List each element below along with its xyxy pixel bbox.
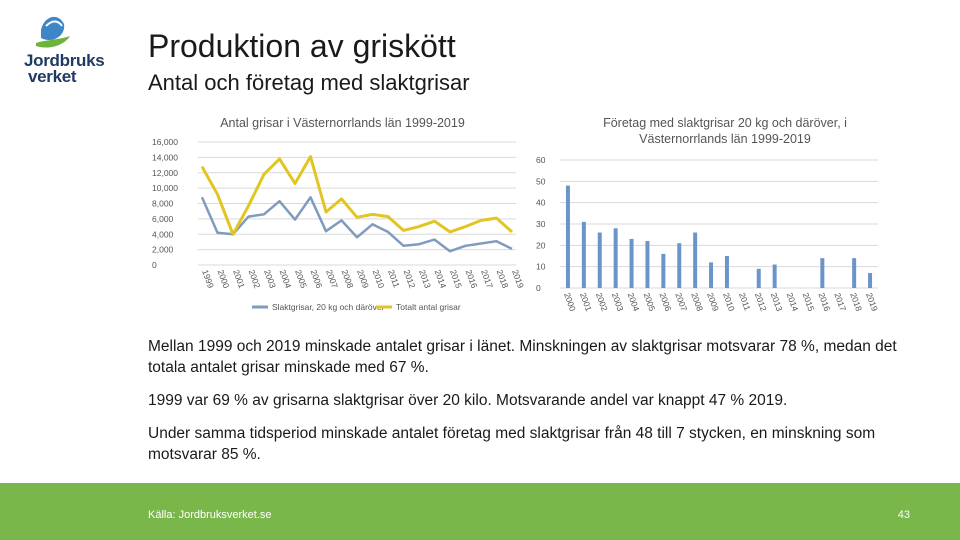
bar-chart-x-tick-label: 2011 <box>736 291 753 312</box>
line-chart-x-tick-label: 2009 <box>355 268 371 290</box>
line-chart-x-tick-label: 2004 <box>277 268 294 290</box>
line-chart-x-tick-label: 1999 <box>200 268 216 290</box>
bar-chart-x-tick-label: 2007 <box>673 291 690 313</box>
line-chart-title: Antal grisar i Västernorrlands län 1999-2019 <box>220 116 465 130</box>
bar-chart-x-tick-label: 2010 <box>721 291 737 313</box>
bar-chart-y-tick-label: 60 <box>536 155 546 165</box>
line-chart-x-tick-label: 2001 <box>231 268 247 290</box>
page-number: 43 <box>897 509 910 521</box>
body-paragraph-2: 1999 var 69 % av grisarna slaktgrisar över 20 kilo. Motsvarande andel var knappt 47 % 2019. <box>148 392 788 409</box>
bar-chart-y-tick-label: 20 <box>536 240 546 251</box>
bar-chart-x-tick-label: 2000 <box>562 291 578 313</box>
bar-chart-y-tick-label: 0 <box>536 283 541 293</box>
bar-2010 <box>725 256 729 288</box>
bar-2004 <box>630 239 634 288</box>
legend-label-totalt: Totalt antal grisar <box>396 302 461 312</box>
bar-chart <box>530 150 890 320</box>
line-chart-x-tick-label: 2012 <box>401 268 418 290</box>
bar-chart-x-tick-label: 2004 <box>625 291 642 313</box>
bar-chart-x-tick-label: 2014 <box>784 291 801 313</box>
logo-text-line2: verket <box>28 67 77 86</box>
bar-chart-x-ticks <box>562 291 880 312</box>
bar-chart-x-tick-label: 2015 <box>800 291 817 313</box>
bar-2003 <box>614 228 618 288</box>
line-chart-x-tick-label: 2000 <box>215 268 232 290</box>
bar-chart-x-tick-label: 2013 <box>768 291 785 313</box>
line-chart-x-tick-label: 2010 <box>370 268 387 290</box>
bar-chart-x-tick-label: 2018 <box>848 291 865 313</box>
line-chart-legend <box>252 302 461 312</box>
line-chart-y-tick-label: 6,000 <box>152 213 174 224</box>
bar-2012 <box>757 269 761 288</box>
line-chart-x-tick-label: 2015 <box>448 268 464 290</box>
bar-chart-x-tick-label: 2012 <box>752 291 769 313</box>
bar-chart-y-tick-label: 30 <box>536 219 546 229</box>
bar-chart-bars <box>566 186 872 288</box>
line-chart-x-ticks <box>200 268 526 289</box>
line-chart-x-tick-label: 2017 <box>479 268 495 290</box>
bar-2001 <box>582 222 586 288</box>
line-chart-y-tick-label: 10,000 <box>152 183 178 194</box>
bar-2000 <box>566 186 570 288</box>
bar-2009 <box>709 262 713 288</box>
bar-chart-x-tick-label: 2002 <box>593 291 610 313</box>
bar-chart-y-tick-label: 10 <box>536 261 546 272</box>
bar-2019 <box>868 273 872 288</box>
line-chart-y-tick-label: 4,000 <box>152 229 174 240</box>
logo-emblem-icon <box>8 10 108 50</box>
line-chart-x-tick-label: 2014 <box>432 268 449 290</box>
footer-bar <box>0 483 960 540</box>
line-chart-x-tick-label: 2013 <box>417 268 433 290</box>
bar-chart-grid <box>560 160 878 288</box>
jordbruksverket-logo <box>8 10 108 90</box>
line-chart <box>150 136 530 326</box>
bar-chart-x-tick-label: 2005 <box>641 291 658 313</box>
page-subtitle: Antal och företag med slaktgrisar <box>148 70 470 95</box>
bar-chart-x-tick-label: 2016 <box>816 291 833 313</box>
logo-text-line1: Jordbruks <box>24 51 105 70</box>
bar-chart-x-tick-label: 2008 <box>689 291 706 313</box>
bar-chart-x-tick-label: 2006 <box>657 291 674 313</box>
footer-source: Källa: Jordbruksverket.se <box>148 509 272 521</box>
line-chart-x-tick-label: 2003 <box>262 268 278 290</box>
line-chart-x-tick-label: 2011 <box>386 268 402 289</box>
bar-chart-y-tick-label: 40 <box>536 197 546 208</box>
bar-chart-x-tick-label: 2009 <box>705 291 722 313</box>
line-chart-y-tick-label: 2,000 <box>152 244 174 255</box>
line-chart-y-tick-label: 0 <box>152 260 157 270</box>
bar-2016 <box>820 258 824 288</box>
bar-chart-x-tick-label: 2019 <box>864 291 881 313</box>
line-chart-x-tick-label: 2005 <box>293 268 309 290</box>
line-chart-x-tick-label: 2008 <box>339 268 356 290</box>
line-chart-x-tick-label: 2018 <box>494 268 511 290</box>
bar-chart-x-tick-label: 2003 <box>609 291 626 313</box>
bar-2008 <box>693 233 697 288</box>
bar-2018 <box>852 258 856 288</box>
bar-chart-y-ticks <box>536 155 546 293</box>
line-chart-y-ticks <box>152 137 178 270</box>
legend-label-slaktgrisar: Slaktgrisar, 20 kg och däröver <box>272 302 385 312</box>
line-chart-x-tick-label: 2006 <box>308 268 325 290</box>
line-chart-y-tick-label: 8,000 <box>152 198 174 209</box>
body-paragraph-3: Under samma tidsperiod minskade antalet företag med slaktgrisar från 48 till 7 stycken, en minskning som motsvarar 85 %. <box>148 425 876 463</box>
line-chart-x-tick-label: 2002 <box>246 268 263 290</box>
bar-chart-title: Företag med slaktgrisar 20 kg och däröver, i Västernorrlands län 1999-2019 <box>603 116 847 146</box>
line-chart-y-tick-label: 16,000 <box>152 137 178 147</box>
bar-chart-x-tick-label: 2001 <box>577 291 594 313</box>
page-title: Produktion av griskött <box>148 28 456 64</box>
line-chart-x-tick-label: 2007 <box>324 268 340 290</box>
bar-2013 <box>773 265 777 288</box>
bar-chart-y-tick-label: 50 <box>536 176 546 187</box>
line-chart-y-tick-label: 14,000 <box>152 152 178 163</box>
line-series-totalt <box>202 157 512 235</box>
line-chart-x-tick-label: 2019 <box>510 268 526 290</box>
line-chart-x-tick-label: 2016 <box>463 268 480 290</box>
bar-2005 <box>645 241 649 288</box>
bar-2006 <box>661 254 665 288</box>
bar-chart-x-tick-label: 2017 <box>832 291 849 313</box>
body-paragraph-1: Mellan 1999 och 2019 minskade antalet grisar i länet. Minskningen av slaktgrisar motsvarar 78 %, medan det totala antalet grisar minskade med 67 %. <box>148 338 897 376</box>
bar-2002 <box>598 233 602 288</box>
bar-2007 <box>677 243 681 288</box>
line-chart-y-tick-label: 12,000 <box>152 167 178 178</box>
